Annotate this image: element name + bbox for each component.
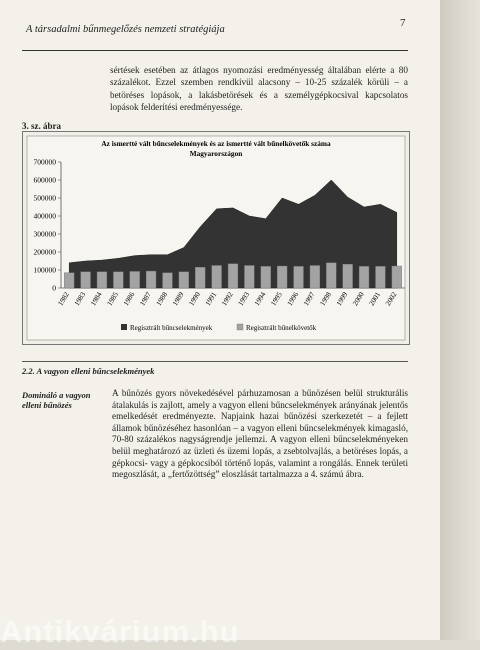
chart-title: Az ismertté vált bűncselekmények és az ismertté vált bűnelkövetők száma [101, 139, 331, 148]
x-tick-label: 1985 [105, 290, 121, 308]
offenders-bar [359, 266, 369, 288]
offenders-bar [310, 266, 320, 289]
y-tick-label: 0 [52, 283, 56, 293]
x-tick-label: 1992 [220, 290, 235, 308]
section-paragraph: A bűnözés gyors növekedésével párhuzamosan a bűnözésen belül strukturális átalakulás is zajlott, amely a vagyon elleni bűncselekmények arányának jelentős emelkedését eredményezte. Napjaink hazai bűnözési szerkezetét – a fejlett államok bűnözéséhez hasonlóan – a vagyon elleni bűncselekmények kimagasló, 70-80 százalékos nagyságrendje jellemzi. A vagyon elleni bűncselekményeken belül meghatározó az üzleti és üzemi lopás, a zsebtolvajlás, a betöréses lopás, a gépkocsi- vagy a gépkocsiból történő lopás, valamint a rongálás. Ennek területi megoszlását, a „fertőzöttség” eloszlását tartalmazza a 4. számú ábra. [112, 388, 408, 480]
x-tick-label: 1982 [56, 290, 71, 308]
offenders-bar [163, 273, 173, 288]
header-rule [22, 50, 408, 51]
x-tick-label: 1988 [154, 290, 170, 308]
chart-frame [22, 131, 410, 345]
offenders-bar [179, 272, 189, 288]
watermark-logo: Antikvárium.hu [0, 614, 240, 649]
x-tick-label: 1993 [236, 290, 252, 308]
offenders-bar [294, 266, 304, 288]
x-tick-label: 2001 [367, 290, 383, 308]
y-tick-label: 100000 [33, 265, 56, 275]
x-tick-label: 1983 [72, 290, 88, 308]
offenders-bar [343, 264, 353, 288]
offenders-bar [212, 266, 222, 289]
page-number: 7 [400, 17, 406, 29]
legend-label-crimes: Regisztrált bűncselekmények [130, 324, 213, 332]
x-tick-label: 1995 [269, 290, 284, 308]
x-tick-label: 1994 [253, 290, 268, 308]
crime-chart [23, 132, 409, 344]
offenders-bar [244, 266, 254, 289]
margin-heading: Domináló a vagyon elleni bűnözés [22, 390, 91, 410]
intro-paragraph: sértések esetében az átlagos nyomozási eredményesség általában elérte a 80 százalékot. Ezzel szemben rendkívül alacsony – 10-25 százalék körüli – a betöréses lopások, a lakásbetörések és a személygépkocsival kapcsolatos lopások felderítési eredményessége. [110, 65, 408, 112]
x-tick-label: 1989 [171, 290, 186, 308]
figure-label: 3. sz. ábra [22, 121, 61, 131]
offenders-bar [392, 266, 402, 288]
offenders-bar [81, 272, 91, 288]
x-tick-label: 1991 [203, 290, 219, 308]
offenders-bar [64, 273, 74, 288]
x-tick-label: 1990 [187, 290, 202, 308]
x-tick-label: 2000 [351, 290, 366, 308]
y-tick-label: 300000 [33, 229, 56, 239]
offenders-bar [277, 266, 287, 288]
chart-subtitle: Magyarországon [189, 149, 243, 158]
x-tick-label: 1996 [285, 290, 301, 308]
offenders-bar [130, 271, 140, 288]
offenders-bar [326, 263, 336, 288]
section-title: 2.2. A vagyon elleni bűncselekmények [22, 366, 155, 376]
x-tick-label: 1986 [122, 290, 137, 308]
offenders-bar [261, 266, 271, 288]
offenders-bar [376, 266, 386, 288]
legend-label-offenders: Regisztrált bűnelkövetők [246, 324, 317, 332]
running-header: A társadalmi bűnmegelőzés nemzeti stratégiája [26, 24, 225, 35]
legend-swatch-crimes [121, 324, 127, 330]
y-tick-label: 500000 [33, 193, 56, 203]
page-edge-shadow [440, 0, 480, 640]
y-tick-label: 700000 [33, 157, 56, 167]
x-tick-label: 1999 [334, 290, 350, 308]
section-rule [22, 361, 408, 362]
x-tick-label: 1998 [318, 290, 333, 308]
x-tick-label: 1997 [302, 290, 317, 308]
x-tick-label: 1987 [138, 290, 153, 308]
x-tick-label: 1984 [89, 290, 104, 308]
offenders-bar [97, 272, 107, 288]
x-tick-label: 2002 [384, 290, 399, 308]
offenders-bar [228, 264, 238, 288]
offenders-bar [146, 271, 156, 288]
y-tick-label: 200000 [33, 247, 56, 257]
offenders-bar [113, 272, 123, 288]
offenders-bar [195, 267, 205, 288]
legend-swatch-offenders [237, 324, 243, 330]
y-tick-label: 600000 [33, 175, 56, 185]
y-tick-label: 400000 [33, 211, 56, 221]
